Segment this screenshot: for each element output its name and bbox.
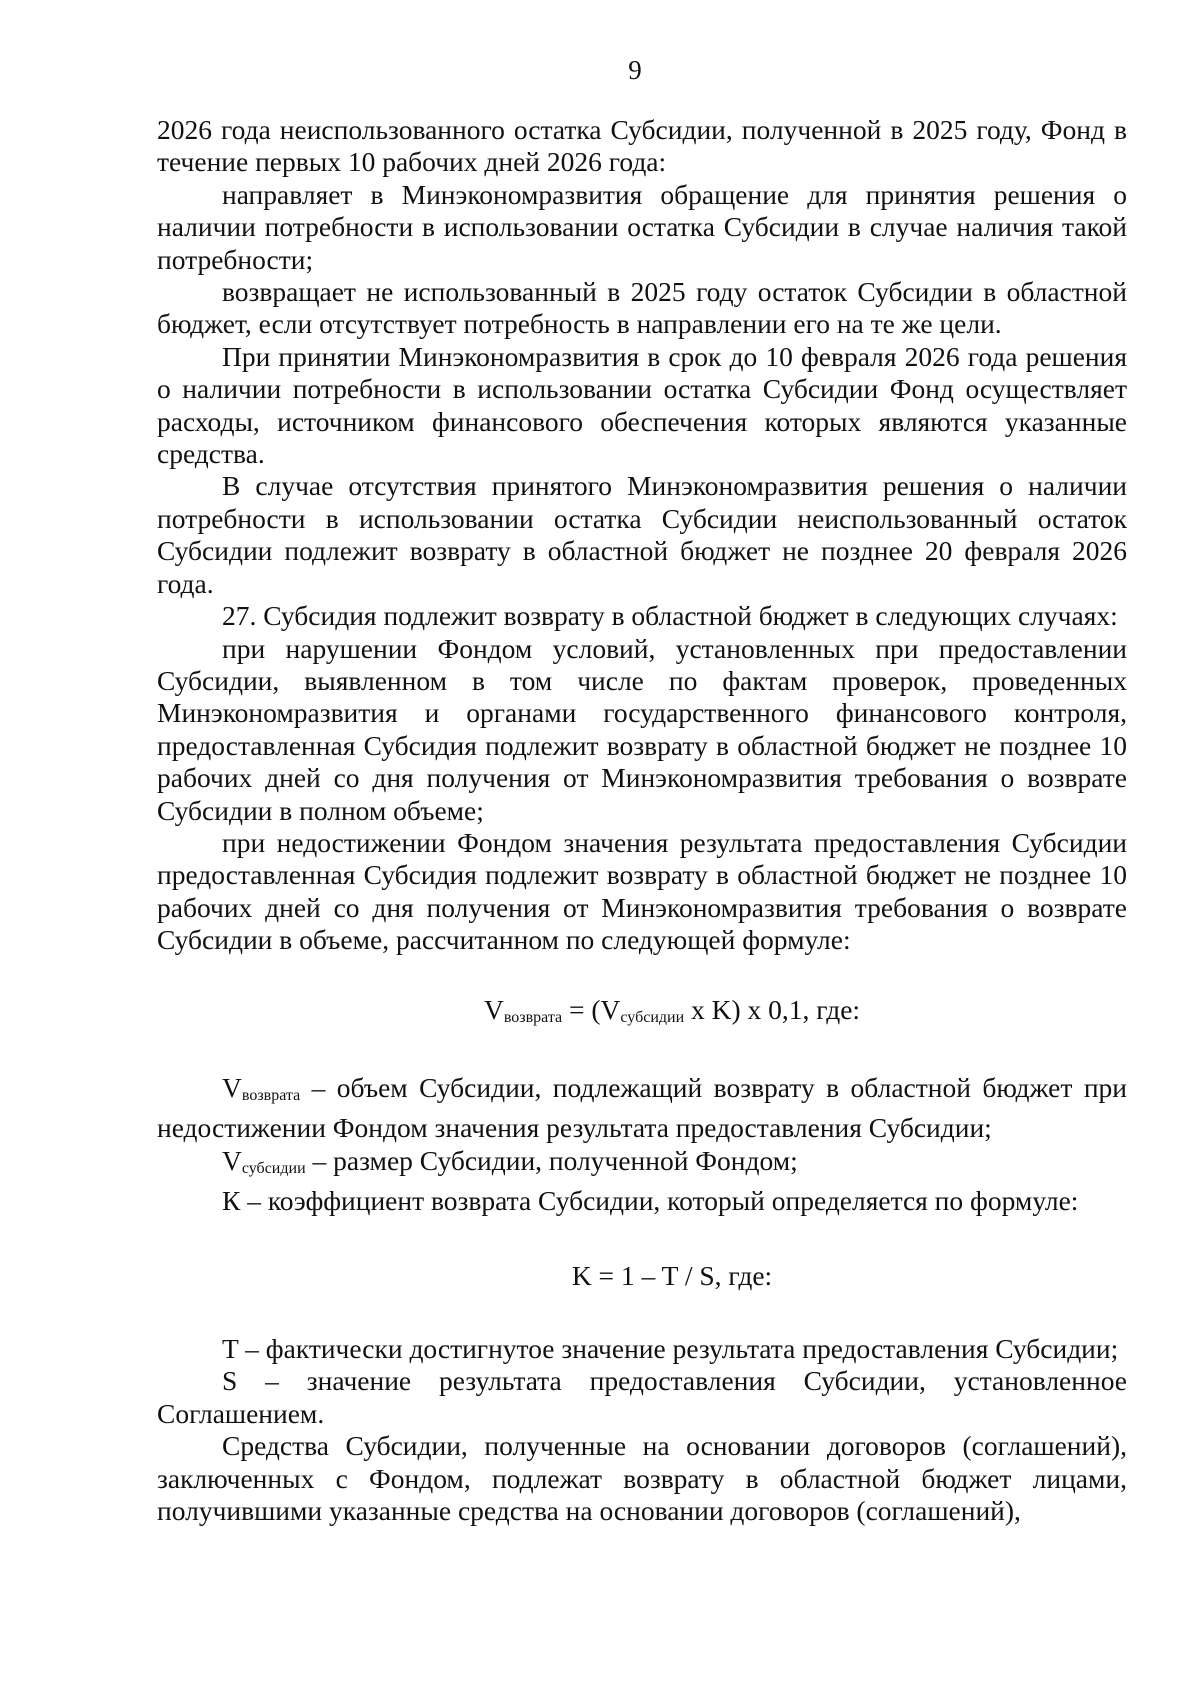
paragraph: Средства Субсидии, полученные на основании договоров (соглашений), заключенных с Фондом, подлежат возврату в областной бюджет лицами, получившими указанные средства на основании договоров (соглашений), <box>157 1430 1127 1527</box>
definition-text: – объем Субсидии, подлежащий возврату в областной бюджет при недостижении Фондом значения результата предоставления Субсидии; <box>157 1071 1127 1144</box>
formula-v-subsidy-subscript: субсидии <box>620 1008 685 1026</box>
formula-equals-open: = ( <box>562 993 601 1025</box>
paragraph: 2026 года неиспользованного остатка Субсидии, полученной в 2025 году, Фонд в течение первых 10 рабочих дней 2026 года: <box>157 114 1127 178</box>
paragraph: при нарушении Фондом условий, установленных при предоставлении Субсидии, выявленном в том числе по фактам проверок, проведенных Минэкономразвития и органами государственного финансового контроля, предоставленная Субсидия подлежит возврату в областной бюджет не позднее 10 рабочих дней со дня получения от Минэкономразвития требования о возврате Субсидии в полном объеме; <box>157 632 1127 826</box>
paragraph: S – значение результата предоставления Субсидии, установленное Соглашением. <box>157 1365 1127 1429</box>
paragraph: T – фактически достигнутое значение результата предоставления Субсидии; <box>222 1333 1119 1364</box>
document-body <box>157 114 1127 1527</box>
formula-v-return-subscript: возврата <box>503 1008 563 1026</box>
definition-v-subsidy <box>157 1145 1127 1185</box>
definition-text: – размер Субсидии, полученной Фондом; <box>305 1144 798 1176</box>
paragraph: При принятии Минэкономразвития в срок до 10 февраля 2026 года решения о наличии потребности в использовании остатка Субсидии Фонд осуществляет расходы, источником финансового обеспечения которых являются указанные средства. <box>157 340 1127 470</box>
paragraph: при недостижении Фондом значения результата предоставления Субсидии предоставленная Субсидия подлежит возврату в областной бюджет не позднее 10 рабочих дней со дня получения от Минэкономразвития требования о возврате Субсидии в объеме, рассчитанном по следующей формуле: <box>157 826 1127 956</box>
formula-return-coefficient: K = 1 – T / S, где: <box>571 1259 773 1291</box>
definition-letter: V <box>222 1144 242 1176</box>
definition-k: К – коэффициент возврата Субсидии, который определяется по формуле: <box>222 1185 1079 1217</box>
paragraph: направляет в Минэкономразвития обращение для принятия решения о наличии потребности в использовании остатка Субсидии в случае наличия такой потребности; <box>157 178 1127 275</box>
paragraph: возвращает не использованный в 2025 году остаток Субсидии в областной бюджет, если отсутствует потребность в направлении его на те же цели. <box>157 276 1127 340</box>
page-number: 9 <box>628 55 642 85</box>
formula-v-letter: V <box>600 993 621 1025</box>
formula-tail: x K) x 0,1, где: <box>684 993 861 1025</box>
formula-v-letter: V <box>483 993 504 1025</box>
definition-subscript: возврата <box>241 1086 301 1104</box>
paragraph: В случае отсутствия принятого Минэкономразвития решения о наличии потребности в использовании остатка Субсидии неиспользованный остаток Субсидии подлежит возврату в областной бюджет не позднее 20 февраля 2026 года. <box>157 470 1127 599</box>
paragraph: 27. Субсидия подлежит возврату в областной бюджет в следующих случаях: <box>222 600 1118 632</box>
definition-v-return <box>157 1072 1127 1145</box>
formula-return-volume <box>157 994 1127 1034</box>
definition-letter: V <box>222 1071 242 1103</box>
definition-subscript: субсидии <box>241 1159 306 1177</box>
